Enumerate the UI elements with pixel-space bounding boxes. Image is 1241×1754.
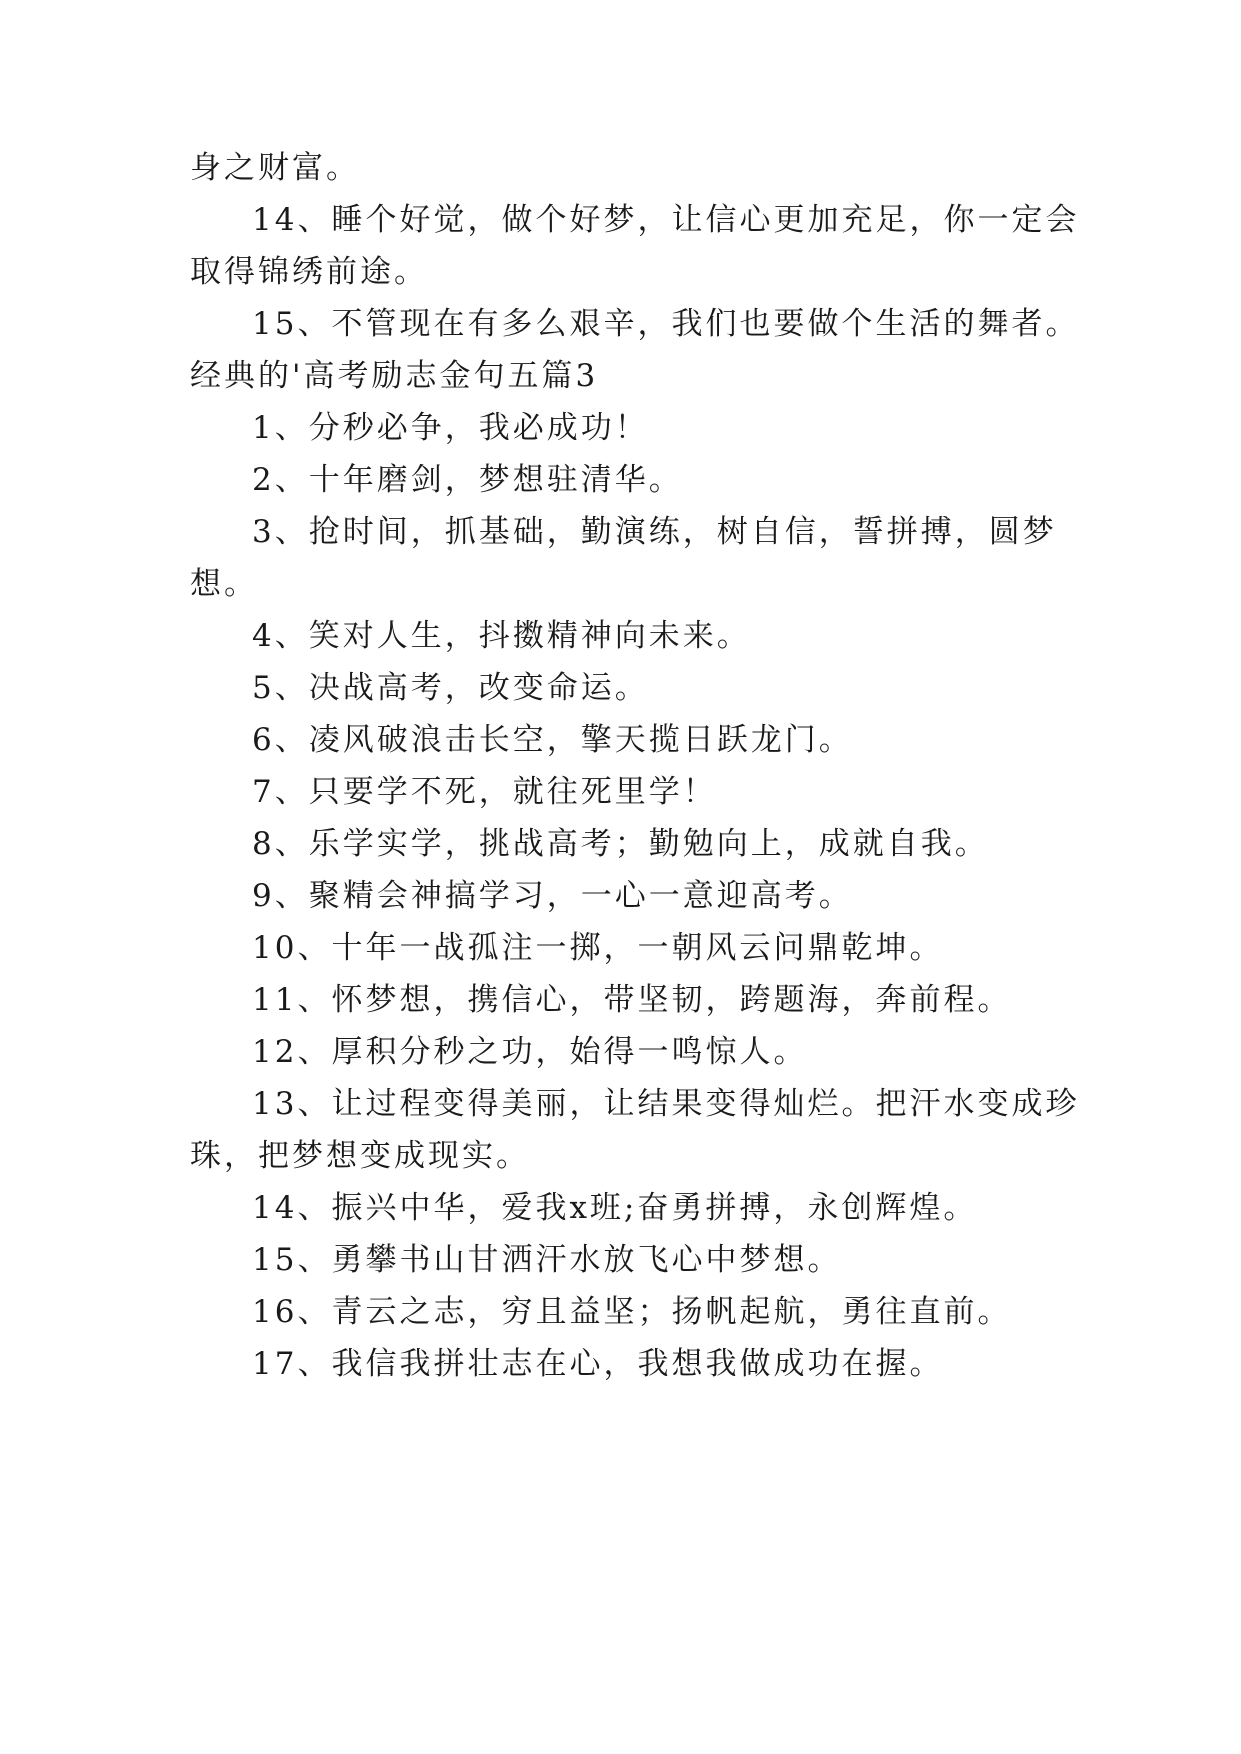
text-line: 4、笑对人生，抖擞精神向未来。 (252, 618, 751, 654)
text-line: 16、青云之志，穷且益坚；扬帆起航，勇往直前。 (252, 1294, 1012, 1330)
text-line: 取得锦绣前途。 (190, 254, 428, 290)
text-line: 15、不管现在有多么艰辛，我们也要做个生活的舞者。 (252, 306, 1080, 342)
text-line: 10、十年一战孤注一掷，一朝风云问鼎乾坤。 (252, 930, 944, 966)
text-line: 6、凌风破浪击长空，擎天揽日跃龙门。 (252, 722, 853, 758)
text-line: 12、厚积分秒之功，始得一鸣惊人。 (252, 1034, 808, 1070)
text-line: 想。 (190, 566, 258, 602)
text-line: 8、乐学实学，挑战高考；勤勉向上，成就自我。 (252, 826, 989, 862)
text-line: 15、勇攀书山甘洒汗水放飞心中梦想。 (252, 1242, 842, 1278)
text-line: 5、决战高考，改变命运。 (252, 670, 649, 706)
text-line: 1、分秒必争，我必成功！ (252, 410, 649, 446)
text-line: 11、怀梦想，携信心，带坚韧，跨题海，奔前程。 (252, 982, 1012, 1018)
text-line: 17、我信我拼壮志在心，我想我做成功在握。 (252, 1346, 944, 1382)
text-line: 14、睡个好觉，做个好梦，让信心更加充足，你一定会 (252, 202, 1080, 238)
text-line: 身之财富。 (190, 150, 360, 186)
text-line: 7、只要学不死，就往死里学！ (252, 774, 717, 810)
text-line: 珠，把梦想变成现实。 (190, 1138, 530, 1174)
text-line: 13、让过程变得美丽，让结果变得灿烂。把汗水变成珍 (252, 1086, 1080, 1122)
section-heading: 经典的'高考励志金句五篇3 (190, 358, 599, 394)
text-line: 3、抢时间，抓基础，勤演练，树自信，誓拼搏，圆梦 (252, 514, 1057, 550)
text-line: 9、聚精会神搞学习，一心一意迎高考。 (252, 878, 853, 914)
text-line: 14、振兴中华，爱我x班;奋勇拼搏，永创辉煌。 (252, 1190, 978, 1226)
text-line: 2、十年磨剑，梦想驻清华。 (252, 462, 683, 498)
